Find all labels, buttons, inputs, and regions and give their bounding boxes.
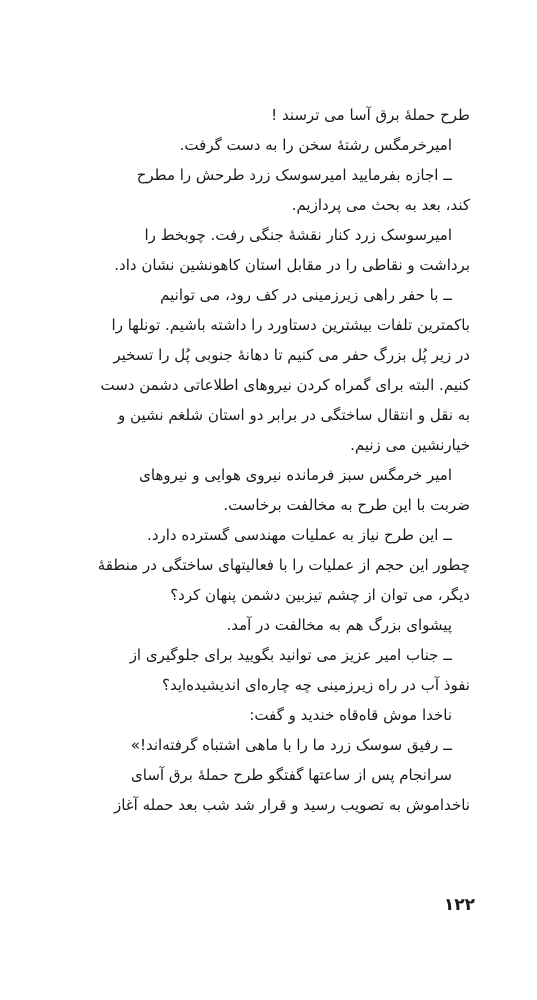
text-line: امیرسوسک زرد کنار نقشهٔ جنگی رفت. چوبخط را: [144, 226, 452, 244]
text-line: کند، بعد به بحث می پردازیم.: [291, 196, 470, 214]
text-line: ــ با حفر راهی زیرزمینی در کف رود، می توانیم: [160, 286, 452, 304]
text-line: در زیر پُل بزرگ حفر می کنیم تا دهانهٔ جنوبی پُل را تسخیر: [113, 346, 470, 364]
text-line: خیارنشین می زنیم.: [350, 436, 470, 454]
text-line: ناخداموش به تصویب رسید و قرار شد شب بعد حمله آغاز: [113, 796, 470, 814]
text-line: نفوذ آب در راه زیرزمینی چه چاره‌ای اندیشیده‌اید؟: [162, 676, 470, 694]
body-text: [70, 100, 470, 820]
text-line: ناخدا موش قاه‌قاه خندید و گفت:: [249, 706, 452, 724]
text-line: ــ جناب امیر عزیز می توانید بگویید برای جلوگیری از: [129, 646, 452, 664]
text-line: امیر خرمگس سبز فرمانده نیروی هوایی و نیروهای: [139, 466, 452, 484]
text-line: سرانجام پس از ساعتها گفتگو طرح حملهٔ برق آسای: [131, 766, 452, 784]
text-line: امیرخرمگس رشتهٔ سخن را به دست گرفت.: [179, 136, 452, 154]
text-line: کنیم. البته برای گمراه کردن نیروهای اطلاعاتی دشمن دست: [100, 376, 470, 394]
text-line: ــ اجازه بفرمایید امیرسوسک زرد طرحش را مطرح: [136, 166, 452, 184]
page-number: ۱۲۲: [443, 895, 475, 915]
text-line: ــ این طرح نیاز به عملیات مهندسی گسترده دارد.: [147, 526, 452, 544]
text-line: برداشت و نقاطی را در مقابل استان کاهونشین نشان داد.: [114, 256, 470, 274]
text-line: پیشوای بزرگ هم به مخالفت در آمد.: [226, 616, 452, 634]
text-line: طرح حملهٔ برق آسا می ترسند !: [271, 106, 470, 124]
text-line: ضربت با این طرح به مخالفت برخاست.: [223, 496, 470, 514]
text-line: باکمترین تلفات بیشترین دستاورد را داشته باشیم. تونلها را: [111, 316, 470, 334]
text-line: به نقل و انتقال ساختگی در برابر دو استان شلغم نشین و: [118, 406, 470, 424]
text-line: دیگر، می توان از چشم تیزبین دشمن پنهان کرد؟: [170, 586, 470, 604]
text-line: چطور این حجم از عملیات را با فعالیتهای ساختگی در منطقهٔ: [97, 556, 470, 574]
text-line: ــ رفیق سوسک زرد ما را با ماهی اشتباه گرفته‌اند!»: [130, 736, 452, 754]
